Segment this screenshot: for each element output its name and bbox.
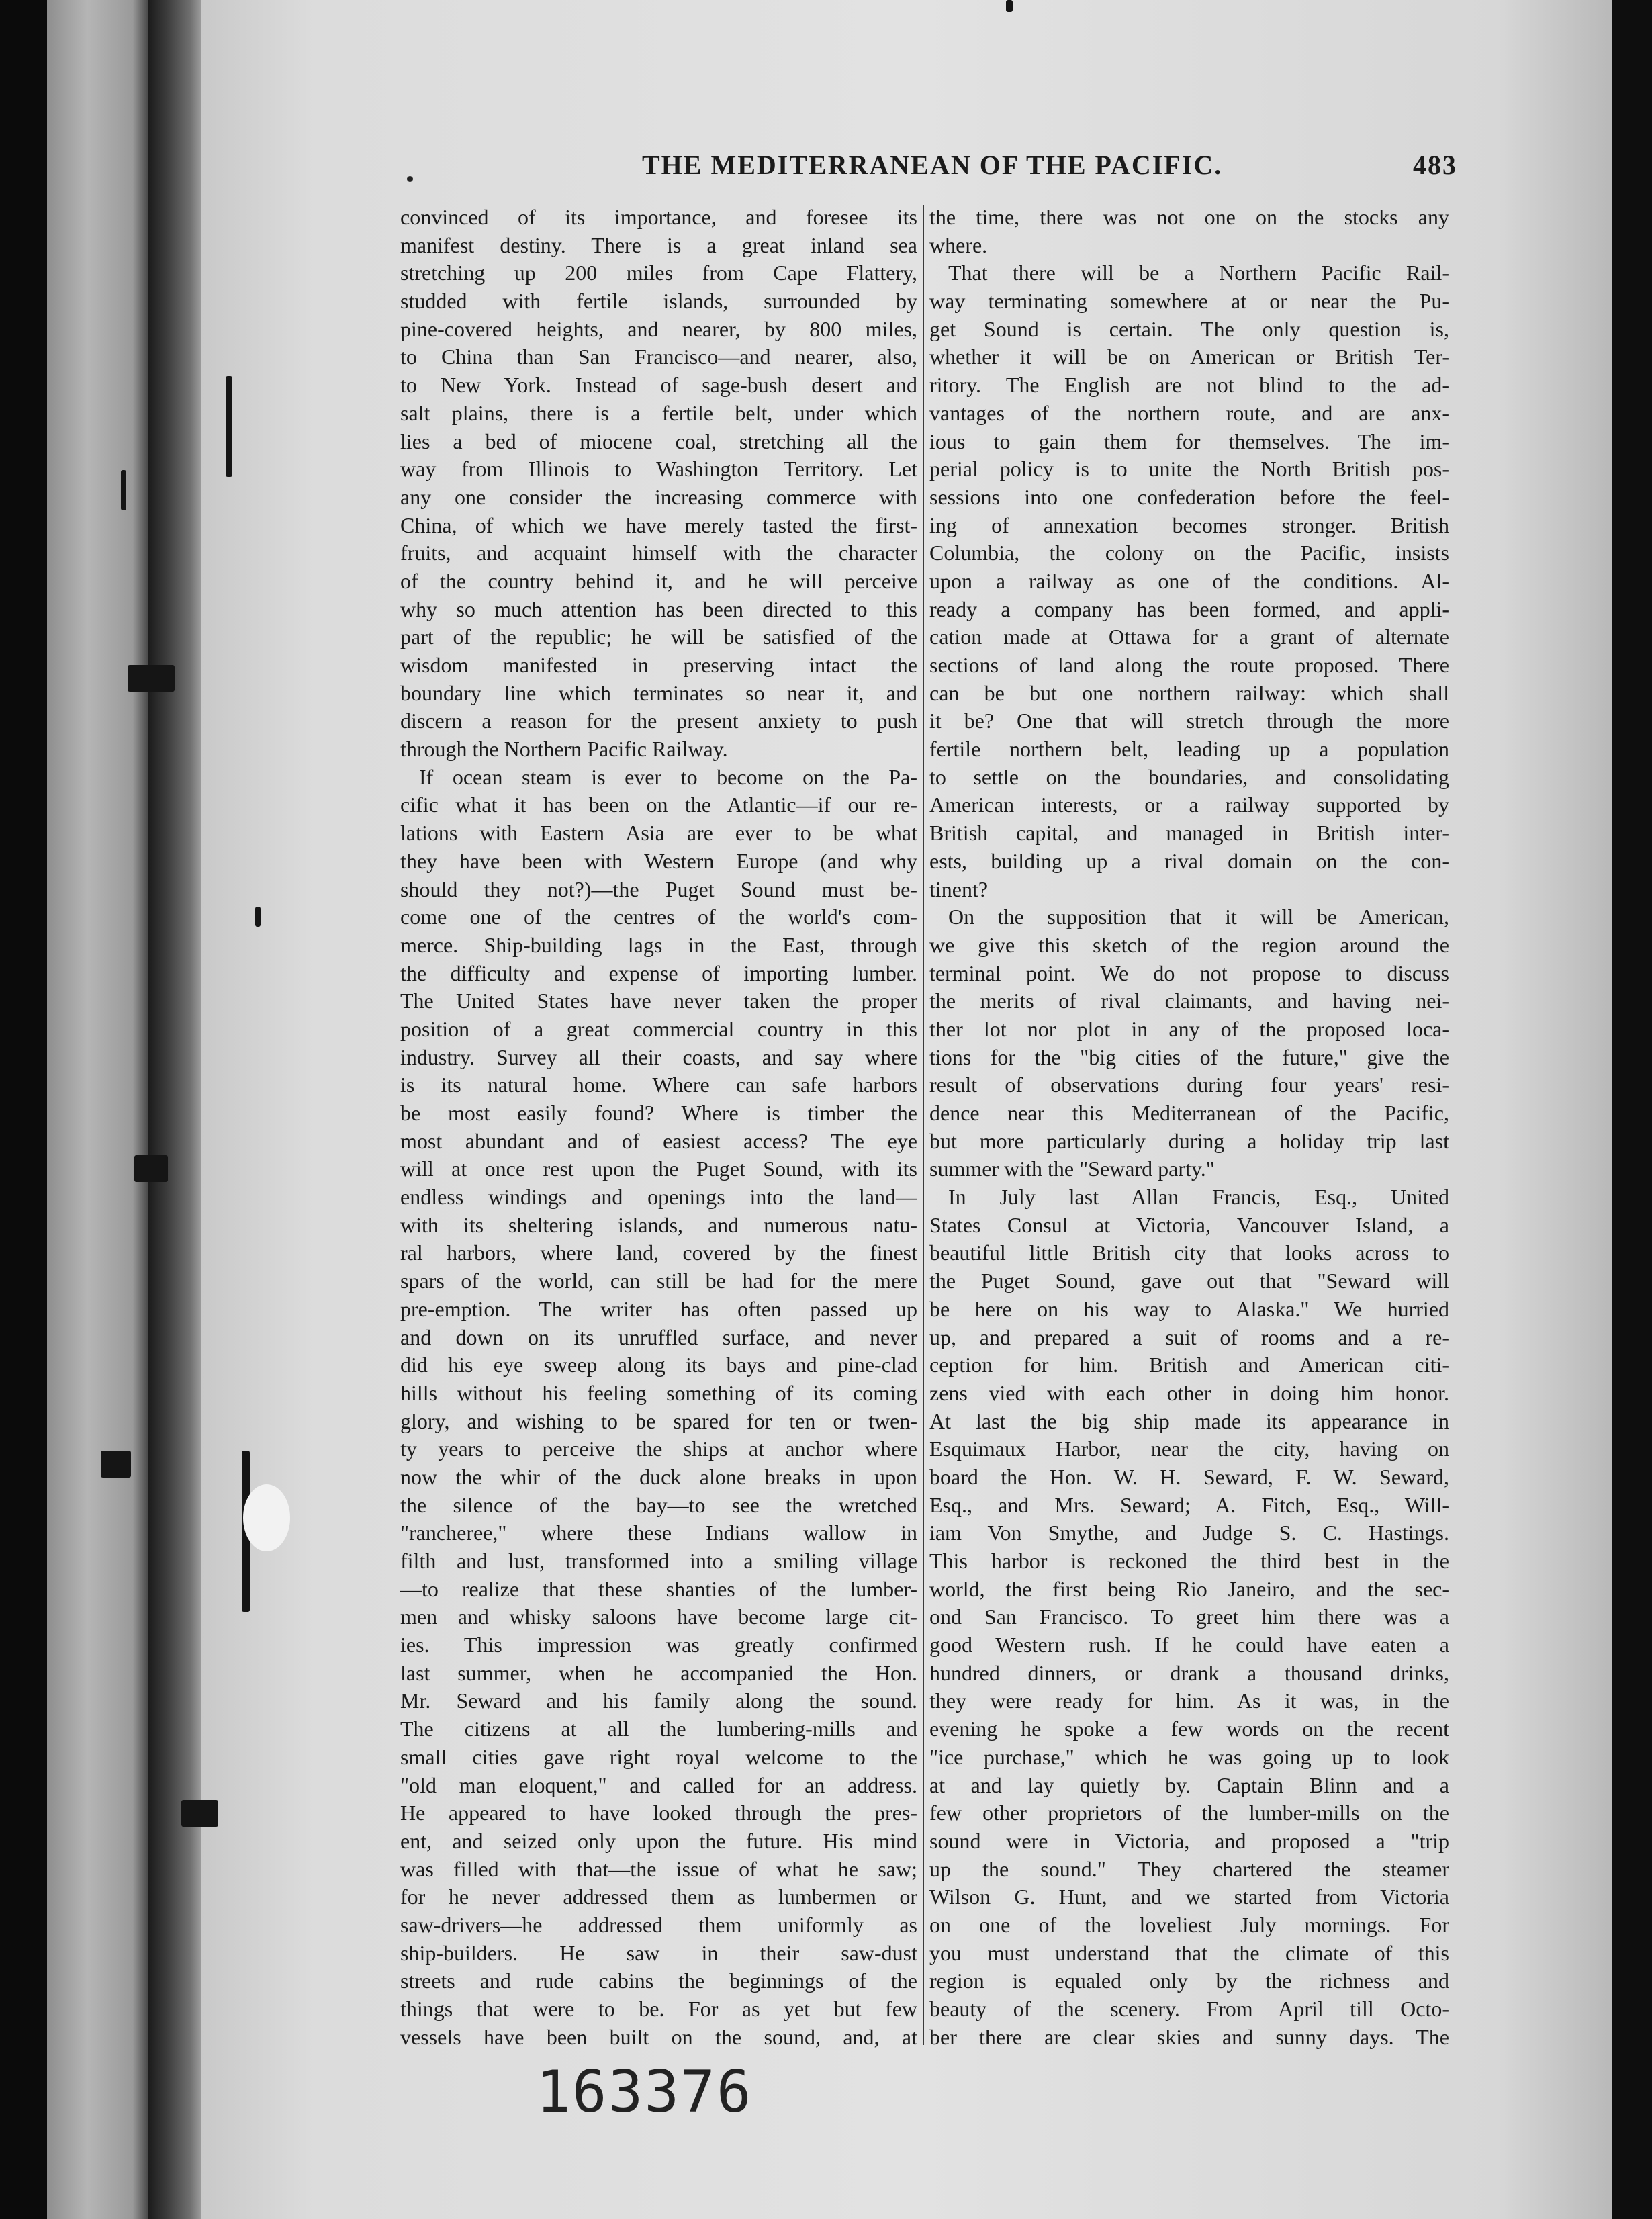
text-line: get Sound is certain. The only question is, bbox=[929, 316, 1449, 341]
text-line: ty years to perceive the ships at anchor where bbox=[400, 1437, 917, 1461]
margin-mark bbox=[1006, 0, 1013, 12]
text-line: beautiful little British city that looks across to bbox=[929, 1240, 1449, 1265]
text-line: dence near this Mediterranean of the Pacific, bbox=[929, 1101, 1449, 1125]
page-number: 483 bbox=[1413, 150, 1457, 180]
text-line: where. bbox=[929, 232, 988, 257]
text-line: way terminating somewhere at or near the Pu- bbox=[929, 289, 1449, 314]
running-head bbox=[403, 149, 1457, 189]
text-line: the time, there was not one on the stocks any bbox=[929, 205, 1449, 229]
text-line: cation made at Ottawa for a grant of alternate bbox=[929, 625, 1449, 649]
text-line: The citizens at all the lumbering-mills and bbox=[400, 1717, 917, 1741]
text-line: to New York. Instead of sage-bush desert and bbox=[400, 373, 917, 398]
column-rule bbox=[923, 205, 924, 2045]
text-line: cific what it has been on the Atlantic—if our re- bbox=[400, 792, 917, 817]
text-line: pine-covered heights, and nearer, by 800 miles, bbox=[400, 316, 917, 341]
text-line: ond San Francisco. To greet him there was a bbox=[929, 1604, 1449, 1629]
text-line: will at once rest upon the Puget Sound, with its bbox=[400, 1157, 917, 1181]
text-line: but more particularly during a holiday trip last bbox=[929, 1128, 1449, 1153]
text-line: of the country behind it, and he will perceive bbox=[400, 568, 917, 593]
text-line: you must understand that the climate of this bbox=[929, 1940, 1449, 1965]
text-line: vessels have been built on the sound, and, at bbox=[400, 2024, 917, 2049]
text-line: manifest destiny. There is a great inland sea bbox=[400, 232, 917, 257]
text-line: ship-builders. He saw in their saw-dust bbox=[400, 1940, 917, 1965]
text-line: Wilson G. Hunt, and we started from Victoria bbox=[929, 1885, 1449, 1909]
text-line: perial policy is to unite the North British pos- bbox=[929, 457, 1449, 482]
text-line: ther lot nor plot in any of the proposed loca- bbox=[929, 1016, 1449, 1041]
text-line: any one consider the increasing commerce with bbox=[400, 484, 917, 509]
paper-blot bbox=[243, 1484, 290, 1551]
margin-mark bbox=[128, 665, 175, 692]
text-line: be here on his way to Alaska." We hurried bbox=[929, 1296, 1449, 1321]
text-line: The United States have never taken the proper bbox=[400, 989, 917, 1013]
text-line: be most easily found? Where is timber the bbox=[400, 1101, 917, 1125]
text-line: iam Von Smythe, and Judge S. C. Hastings. bbox=[929, 1521, 1449, 1545]
text-line: vantages of the northern route, and are anx- bbox=[929, 400, 1449, 425]
text-line: last summer, when he accompanied the Hon. bbox=[400, 1660, 917, 1685]
margin-mark bbox=[226, 376, 232, 477]
text-line: on one of the loveliest July mornings. For bbox=[929, 1912, 1449, 1937]
running-head-title: THE MEDITERRANEAN OF THE PACIFIC. bbox=[642, 150, 1223, 180]
margin-mark bbox=[255, 907, 261, 927]
text-line: pre-emption. The writer has often passed up bbox=[400, 1296, 917, 1321]
text-line: spars of the world, can still be had for the mere bbox=[400, 1269, 917, 1294]
text-line: sessions into one confederation before the feel- bbox=[929, 484, 1449, 509]
text-line: world, the first being Rio Janeiro, and the sec- bbox=[929, 1576, 1449, 1601]
text-line: good Western rush. If he could have eaten a bbox=[929, 1633, 1449, 1658]
text-line: it be? One that will stretch through the more bbox=[929, 709, 1449, 733]
text-line: lations with Eastern Asia are ever to be what bbox=[400, 821, 917, 846]
text-line: Esquimaux Harbor, near the city, having on bbox=[929, 1437, 1449, 1461]
text-line: streets and rude cabins the beginnings of the bbox=[400, 1968, 917, 1993]
text-line: boundary line which terminates so near it, and bbox=[400, 680, 917, 705]
text-line: did his eye sweep along its bays and pine-clad bbox=[400, 1353, 917, 1377]
text-line: discern a reason for the present anxiety to push bbox=[400, 709, 917, 733]
right-column bbox=[929, 203, 1449, 2051]
text-line: should they not?)—the Puget Sound must be- bbox=[400, 876, 917, 901]
text-line: up the sound." They chartered the steamer bbox=[929, 1856, 1449, 1881]
text-line: ber there are clear skies and sunny days. The bbox=[929, 2024, 1449, 2049]
text-line: summer with the "Seward party." bbox=[929, 1157, 1215, 1181]
text-line: "rancheree," where these Indians wallow in bbox=[400, 1521, 917, 1545]
text-line: ritory. The English are not blind to the ad- bbox=[929, 373, 1449, 398]
margin-mark bbox=[121, 470, 126, 510]
text-line: they have been with Western Europe (and why bbox=[400, 848, 917, 873]
text-line: salt plains, there is a fertile belt, under which bbox=[400, 400, 917, 425]
text-line: wisdom manifested in preserving intact the bbox=[400, 653, 917, 677]
text-line: the silence of the bay—to see the wretched bbox=[400, 1492, 917, 1517]
margin-mark bbox=[181, 1800, 218, 1827]
text-line: At last the big ship made its appearance in bbox=[929, 1408, 1449, 1433]
text-line: ready a company has been formed, and appli- bbox=[929, 596, 1449, 621]
text-line: merce. Ship-building lags in the East, through bbox=[400, 932, 917, 957]
text-line: ent, and seized only upon the future. His mind bbox=[400, 1828, 917, 1853]
text-line: If ocean steam is ever to become on the Pa- bbox=[419, 764, 917, 789]
text-line: sound were in Victoria, and proposed a "trip bbox=[929, 1828, 1449, 1853]
margin-mark bbox=[101, 1451, 131, 1478]
text-line: Columbia, the colony on the Pacific, insists bbox=[929, 541, 1449, 565]
text-line: at and lay quietly by. Captain Blinn and a bbox=[929, 1772, 1449, 1797]
text-line: ing of annexation becomes stronger. British bbox=[929, 512, 1449, 537]
text-line: board the Hon. W. H. Seward, F. W. Seward, bbox=[929, 1464, 1449, 1489]
text-line: most abundant and of easiest access? The eye bbox=[400, 1128, 917, 1153]
text-line: fertile northern belt, leading up a population bbox=[929, 737, 1449, 762]
previous-page-edge bbox=[47, 0, 148, 2219]
text-line: This harbor is reckoned the third best in the bbox=[929, 1549, 1449, 1573]
text-line: and down on its unruffled surface, and never bbox=[400, 1324, 917, 1349]
text-line: part of the republic; he will be satisfied of the bbox=[400, 625, 917, 649]
left-column bbox=[400, 203, 917, 2051]
text-line: up, and prepared a suit of rooms and a re- bbox=[929, 1324, 1449, 1349]
text-line: is its natural home. Where can safe harbors bbox=[400, 1073, 917, 1097]
text-line: Mr. Seward and his family along the sound. bbox=[400, 1688, 917, 1713]
text-line: convinced of its importance, and foresee its bbox=[400, 205, 917, 229]
text-line: evening he spoke a few words on the recent bbox=[929, 1717, 1449, 1741]
text-line: lies a bed of miocene coal, stretching all the bbox=[400, 428, 917, 453]
text-line: tions for the "big cities of the future," give the bbox=[929, 1044, 1449, 1069]
text-line: studded with fertile islands, surrounded by bbox=[400, 289, 917, 314]
text-line: sections of land along the route proposed. There bbox=[929, 653, 1449, 677]
text-line: ests, building up a rival domain on the con- bbox=[929, 848, 1449, 873]
text-line: "ice purchase," which he was going up to look bbox=[929, 1744, 1449, 1769]
text-line: ies. This impression was greatly confirmed bbox=[400, 1633, 917, 1658]
text-line: In July last Allan Francis, Esq., United bbox=[948, 1185, 1449, 1210]
text-line: come one of the centres of the world's com- bbox=[400, 905, 917, 930]
text-line: the difficulty and expense of importing lumber. bbox=[400, 960, 917, 985]
text-line: hills without his feeling something of its coming bbox=[400, 1380, 917, 1405]
text-line: He appeared to have looked through the pres- bbox=[400, 1801, 917, 1825]
text-line: upon a railway as one of the conditions. Al- bbox=[929, 568, 1449, 593]
text-line: States Consul at Victoria, Vancouver Island, a bbox=[929, 1212, 1449, 1237]
text-line: the Puget Sound, gave out that "Seward will bbox=[929, 1269, 1449, 1294]
text-line: British capital, and managed in British inter- bbox=[929, 821, 1449, 846]
text-line: region is equaled only by the richness and bbox=[929, 1968, 1449, 1993]
text-line: China, of which we have merely tasted the first- bbox=[400, 512, 917, 537]
text-line: On the supposition that it will be American, bbox=[948, 905, 1449, 930]
text-line: they were ready for him. As it was, in the bbox=[929, 1688, 1449, 1713]
text-line: the merits of rival claimants, and having nei- bbox=[929, 989, 1449, 1013]
text-line: terminal point. We do not propose to discuss bbox=[929, 960, 1449, 985]
margin-mark bbox=[134, 1155, 168, 1182]
text-line: things that were to be. For as yet but few bbox=[400, 1997, 917, 2021]
text-line: we give this sketch of the region around the bbox=[929, 932, 1449, 957]
text-line: to settle on the boundaries, and consolidating bbox=[929, 764, 1449, 789]
text-line: saw-drivers—he addressed them uniformly as bbox=[400, 1912, 917, 1937]
text-line: "old man eloquent," and called for an address. bbox=[400, 1772, 917, 1797]
text-line: to China than San Francisco—and nearer, also, bbox=[400, 345, 917, 369]
text-line: result of observations during four years' resi- bbox=[929, 1073, 1449, 1097]
text-line: endless windings and openings into the land— bbox=[400, 1185, 917, 1210]
text-line: fruits, and acquaint himself with the character bbox=[400, 541, 917, 565]
text-line: filth and lust, transformed into a smiling village bbox=[400, 1549, 917, 1573]
text-line: beauty of the scenery. From April till Octo- bbox=[929, 1997, 1449, 2021]
text-line: ral harbors, where land, covered by the finest bbox=[400, 1240, 917, 1265]
text-line: zens vied with each other in doing him honor. bbox=[929, 1380, 1449, 1405]
text-line: hundred dinners, or drank a thousand drinks, bbox=[929, 1660, 1449, 1685]
text-line: men and whisky saloons have become large cit- bbox=[400, 1604, 917, 1629]
text-line: position of a great commercial country in this bbox=[400, 1016, 917, 1041]
text-line: few other proprietors of the lumber-mills on the bbox=[929, 1801, 1449, 1825]
text-line: why so much attention has been directed to this bbox=[400, 596, 917, 621]
text-line: glory, and wishing to be spared for ten or twen- bbox=[400, 1408, 917, 1433]
text-line: ception for him. British and American citi- bbox=[929, 1353, 1449, 1377]
text-line: tinent? bbox=[929, 876, 989, 901]
text-line: can be but one northern railway: which shall bbox=[929, 680, 1449, 705]
text-line: industry. Survey all their coasts, and say where bbox=[400, 1044, 917, 1069]
text-line: now the whir of the duck alone breaks in upon bbox=[400, 1464, 917, 1489]
text-line: through the Northern Pacific Railway. bbox=[400, 737, 728, 762]
text-line: —to realize that these shanties of the lumber- bbox=[400, 1576, 917, 1601]
text-line: small cities gave right royal welcome to the bbox=[400, 1744, 917, 1769]
text-line: American interests, or a railway supported by bbox=[929, 792, 1449, 817]
text-line: ious to gain them for themselves. The im- bbox=[929, 428, 1449, 453]
text-line: whether it will be on American or British Ter- bbox=[929, 345, 1449, 369]
text-line: That there will be a Northern Pacific Rail- bbox=[948, 261, 1449, 285]
scan-left-edge bbox=[0, 0, 47, 2219]
text-line: was filled with that—the issue of what he saw; bbox=[400, 1856, 917, 1881]
catalog-number: 163376 bbox=[536, 2058, 753, 2126]
binding-shadow bbox=[148, 0, 208, 2219]
text-line: stretching up 200 miles from Cape Flattery, bbox=[400, 261, 917, 285]
text-line: with its sheltering islands, and numerous natu- bbox=[400, 1212, 917, 1237]
ornament-dot bbox=[407, 176, 413, 182]
scan-right-edge bbox=[1612, 0, 1652, 2219]
text-line: way from Illinois to Washington Territory. Let bbox=[400, 457, 917, 482]
text-line: Esq., and Mrs. Seward; A. Fitch, Esq., Will- bbox=[929, 1492, 1449, 1517]
text-line: for he never addressed them as lumbermen or bbox=[400, 1885, 917, 1909]
